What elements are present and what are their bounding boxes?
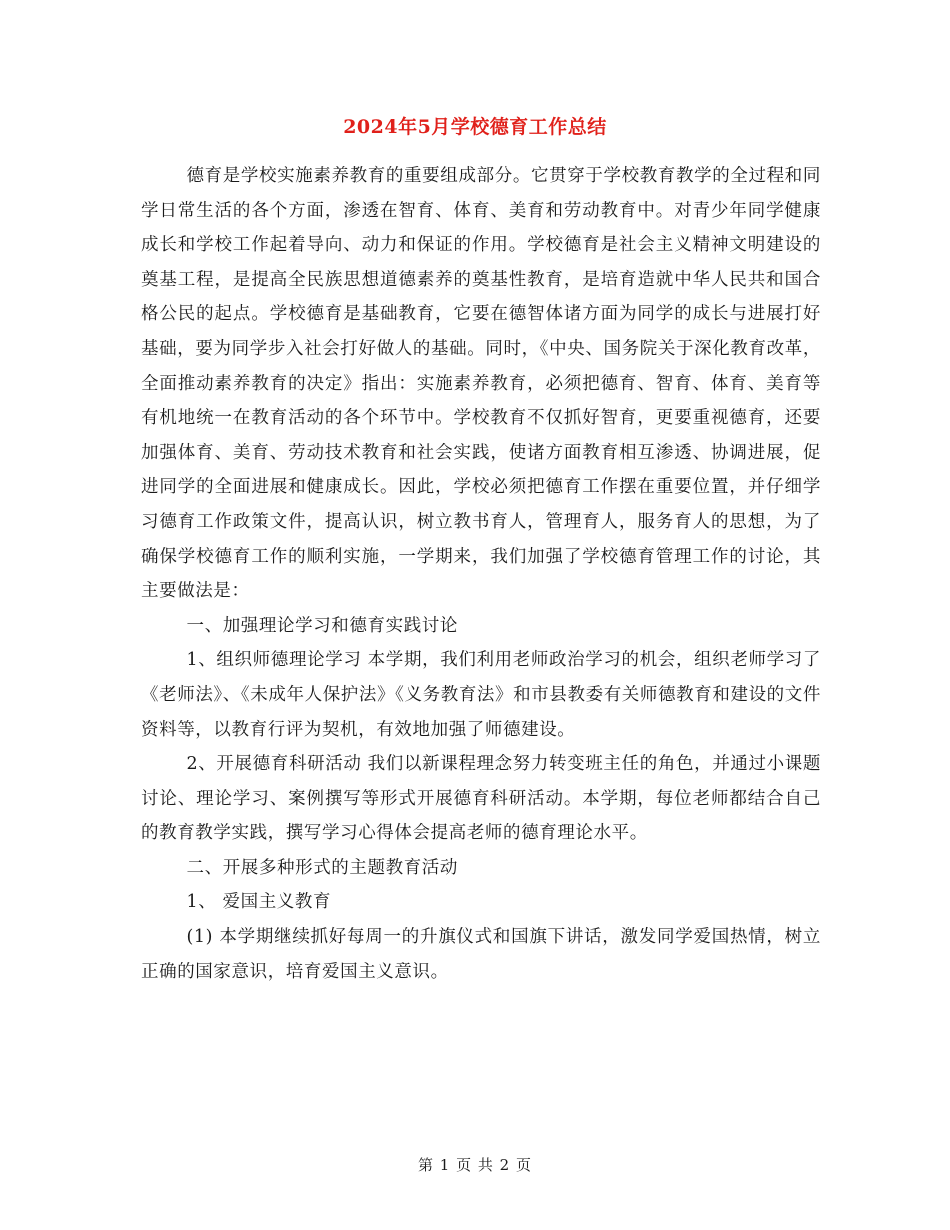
paragraph-item-2-1-1: (1) 本学期继续抓好每周一的升旗仪式和国旗下讲话，激发同学爱国热情，树立正确的国家意识，培育爱国主义意识。: [141, 927, 821, 982]
paragraph-intro: 德育是学校实施素养教育的重要组成部分。它贯穿于学校教育教学的全过程和同学日常生活的各个方面，渗透在智育、体育、美育和劳动教育中。对青少年同学健康成长和学校工作起着导向、动力和保证的作用。学校德育是社会主义精神文明建设的奠基工程，是提高全民族思想道德素养的奠基性教育，是培育造就中华人民共和国合格公民的起点。学校德育是基础教育，它要在德智体诸方面为同学的成长与进展打好基础，要为同学步入社会打好做人的基础。同时，《中央、国务院关于深化教育改革，全面推动素养教育的决定》指出：实施素养教育，必须把德育、智育、体育、美育等有机地统一在教育活动的各个环节中。学校教育不仅抓好智育，更要重视德育，还要加强体育、美育、劳动技术教育和社会实践，使诸方面教育相互渗透、协调进展，促进同学的全面进展和健康成长。因此，学校必须把德育工作摆在重要位置，并仔细学习德育工作政策文件，提高认识，树立教书育人，管理育人，服务育人的思想，为了确保学校德育工作的顺利实施，一学期来，我们加强了学校德育管理工作的讨论，其主要做法是：: [141, 166, 821, 602]
section-heading-1: 一、加强理论学习和德育实践讨论: [186, 615, 458, 636]
paragraph-item-1-1: 1、组织师德理论学习 本学期，我们利用老师政治学习的机会，组织老师学习了《老师法》、《未成年人保护法》《义务教育法》和市县教委有关师德教育和建设的文件资料等，以教育行评为契机，有效地加强了师德建设。: [141, 650, 821, 740]
document-title: 2024年5月学校德育工作总结: [343, 116, 607, 138]
page-footer: 第 1 页 共 2 页: [418, 1156, 532, 1174]
section-heading-2: 二、开展多种形式的主题教育活动: [186, 857, 458, 878]
paragraph-item-1-2: 2、开展德育科研活动 我们以新课程理念努力转变班主任的角色，并通过小课题讨论、理论学习、案例撰写等形式开展德育科研活动。本学期，每位老师都结合自己的教育教学实践，撰写学习心得体会提高老师的德育理论水平。: [141, 754, 821, 844]
subheading-2-1: 1、 爱国主义教育: [186, 892, 332, 913]
document-body: [141, 159, 821, 989]
